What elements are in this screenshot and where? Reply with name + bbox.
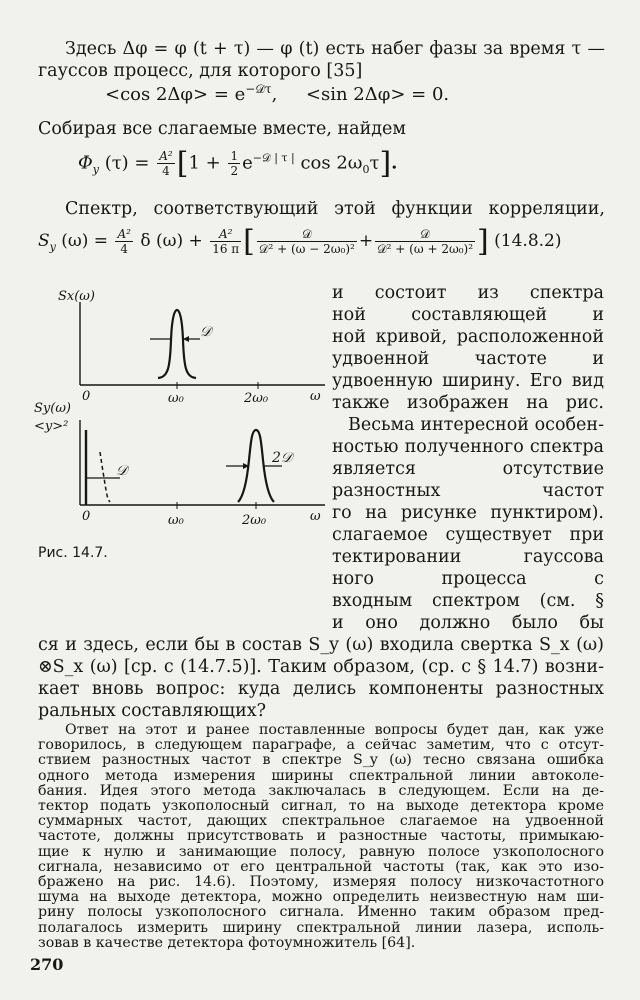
top-tick-label: 2ω₀: [244, 391, 269, 406]
text-line: удвоенной частоте и: [332, 349, 604, 369]
text-line: рину полосы узкополосного сигнала. Именно таким образом пред-: [38, 904, 604, 921]
equation-averages: <cos $2\Delta\varphi> = e^{-𝒟\tau}$, <sin 2Δφ> = 0.: [105, 82, 450, 105]
bottom-ylabel: <y>²: [34, 419, 69, 434]
text-line: тектировании гауссова: [332, 547, 604, 567]
text-line: ного процесса с: [332, 569, 604, 589]
text-line: зовав в качестве детектора фотоумножитель [64].: [38, 934, 416, 951]
text-line: суммарных частот, дающих спектральное слагаемое на удвоенной: [38, 813, 604, 830]
text-line: одного метода измерения ширины спектральной линии автоколе-: [38, 767, 604, 784]
top-D-label: 𝒟: [200, 324, 212, 340]
text-line: также изображен на рис.: [332, 393, 604, 413]
text-line: тектор подать узкополосный сигнал, то на выходе детектора кроме: [38, 798, 604, 814]
bottom-D-label: 𝒟: [116, 463, 128, 479]
top-peak: [158, 310, 196, 378]
top-tick-label: ω₀: [168, 391, 184, 406]
text-line: ностью полученного спектра: [332, 437, 604, 457]
text-line: входным спектром (см. §: [332, 591, 604, 611]
text-line: Собирая все слагаемые вместе, найдем: [38, 119, 406, 139]
text-line: ⊗S_x (ω) [ср. с (14.7.5)]. Таким образом, (ср. с § 14.7) возни-: [38, 657, 604, 677]
text-line: сигнала, независимо от его центральной частоты (так, как это изо-: [38, 858, 604, 875]
bottom-2D-label: 2𝒟: [272, 450, 293, 466]
equation-correlation: $\Phi_y$ (τ) = $\frac{\text{A²}}{4}$ [1 + $\frac{1}{2}$ $e^{-𝒟 | \tau |}$ $\cos 2\omega_0\tau$].: [78, 146, 398, 181]
text-line: Спектр, соответствующий этой функции корреляции,: [65, 199, 605, 219]
text-line: Ответ на этот и ранее поставленные вопросы будет дан, как уже: [65, 722, 604, 738]
text-line: и оно должно было бы: [332, 613, 604, 633]
text-line: является отсутствие: [332, 459, 604, 479]
bottom-ylabel: Sy(ω): [34, 401, 71, 416]
text-line: Весьма интересной особен-: [348, 415, 604, 435]
text-line: бражено на рис. 14.6). Поэтому, измеряя полосу низкочастотного: [38, 874, 604, 890]
text-line: полагалось измерить ширину спектральной линии лазера, исполь-: [38, 919, 604, 936]
bottom-tick-label: 2ω₀: [242, 513, 267, 528]
bottom-tick-label: 0: [82, 509, 91, 524]
text-line: кает вновь вопрос: куда делись компоненты разностных: [38, 679, 604, 699]
text-line: ральных составляющих?: [38, 701, 266, 721]
top-ylabel: Sx(ω): [58, 289, 95, 304]
text-line: ся и здесь, если бы в состав S_y (ω) входила свертка S_x (ω): [38, 635, 604, 655]
text-line: гауссов процесс, для которого [35]: [38, 61, 363, 81]
page-number: 270: [30, 955, 64, 974]
text-line: разностных частот: [332, 481, 604, 501]
text-line: ной составляющей и: [332, 305, 604, 325]
text-line: ной кривой, расположенной: [332, 327, 604, 347]
figure-caption: Рис. 14.7.: [38, 545, 108, 561]
equation-spectrum: $S_y$ (ω) = $\frac{\text{A²}}{4}$ δ (ω) + $\frac{\text{A²}}{16 \pi}$ [ $\frac{\text{𝒟}}{\text{𝒟² + (ω − 2ω₀)²}}$ + $\frac{\text{𝒟}}{\text{𝒟² + (ω + 2ω₀)²}}$ ] (14.8.2): [38, 224, 562, 259]
top-tick-label: ω: [310, 389, 321, 404]
text-line: бания. Идея этого метода заключалась в следующем. Если на де-: [38, 782, 604, 799]
text-line: Здесь Δφ = φ (t + τ) — φ (t) есть набег фазы за время τ —: [65, 39, 605, 59]
figure-14-7: [30, 280, 330, 540]
text-line: ствием разностных частот в спектре S_y (ω) тесно связана ошибка: [38, 752, 604, 769]
top-tick-label: 0: [82, 389, 91, 404]
text-line: и состоит из спектра: [332, 283, 604, 303]
text-line: слагаемое существует при: [332, 525, 604, 545]
text-line: удвоенную ширину. Его вид: [332, 371, 604, 391]
bottom-dashed-curve: [100, 452, 110, 502]
bottom-tick-label: ω₀: [168, 513, 184, 528]
text-line: щие к нулю и занимающие полосу, равную полосе узкополосного: [38, 843, 604, 860]
bottom-tick-label: ω: [310, 509, 321, 524]
text-line: частоте, должны присутствовать и разностные частоты, примыкаю-: [38, 828, 604, 845]
text-line: шума на выходе детектора, можно определить неизвестную нам ши-: [38, 889, 604, 906]
text-line: говорилось, в следующем параграфе, а сейчас заметим, что с отсут-: [38, 737, 604, 754]
text-line: го на рисунке пунктиром).: [332, 503, 604, 523]
